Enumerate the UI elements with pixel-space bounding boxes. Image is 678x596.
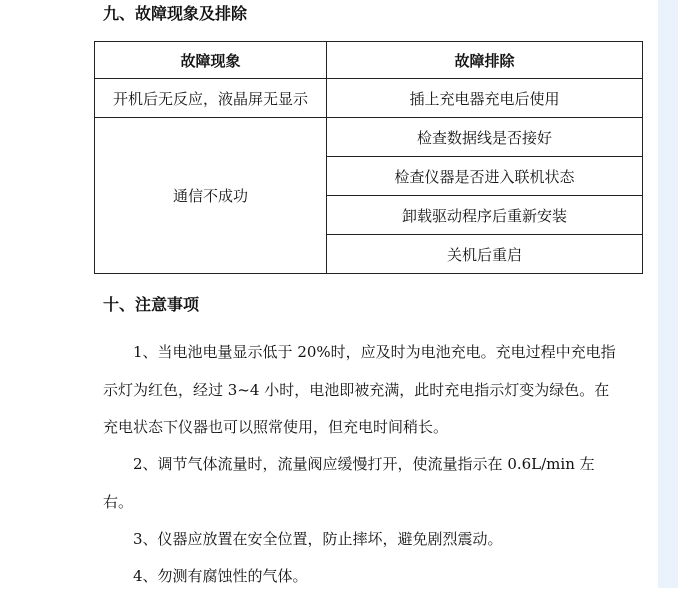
- remedy-cell: 关机后重启: [327, 235, 643, 274]
- symptom-cell: 通信不成功: [95, 118, 327, 274]
- section-9-heading: 九、故障现象及排除: [103, 4, 248, 23]
- section-10-heading: 十、注意事项: [103, 295, 200, 314]
- note-paragraph-4: [103, 558, 623, 596]
- note-paragraph-2: [103, 446, 623, 521]
- symptom-cell: 开机后无反应，液晶屏无显示: [95, 79, 327, 118]
- note-text: 4、勿测有腐蚀性的气体。: [133, 567, 308, 585]
- fault-table: [94, 41, 643, 274]
- table-row: [95, 118, 643, 157]
- note-paragraph-1: [103, 334, 623, 447]
- note-text: 2、调节气体流量时，流量阀应缓慢打开，使流量指示在 0.6L/min 左右。: [103, 455, 595, 511]
- note-text: 3、仪器应放置在安全位置，防止摔坏，避免剧烈震动。: [133, 530, 503, 548]
- remedy-cell: 卸载驱动程序后重新安装: [327, 196, 643, 235]
- remedy-cell: 插上充电器充电后使用: [327, 79, 643, 118]
- header-remedy: 故障排除: [327, 42, 643, 79]
- remedy-cell: 检查仪器是否进入联机状态: [327, 157, 643, 196]
- note-paragraph-3: [103, 521, 623, 559]
- table-row: [95, 79, 643, 118]
- header-symptom: 故障现象: [95, 42, 327, 79]
- remedy-cell: 检查数据线是否接好: [327, 118, 643, 157]
- note-text: 1、当电池电量显示低于 20%时，应及时为电池充电。充电过程中充电指示灯为红色，经过 3~4 小时，电池即被充满，此时充电指示灯变为绿色。在充电状态下仪器也可以照常使用，但充电时间稍长。: [103, 343, 616, 436]
- table-header-row: [95, 42, 643, 79]
- right-sidebar-strip: [658, 0, 678, 588]
